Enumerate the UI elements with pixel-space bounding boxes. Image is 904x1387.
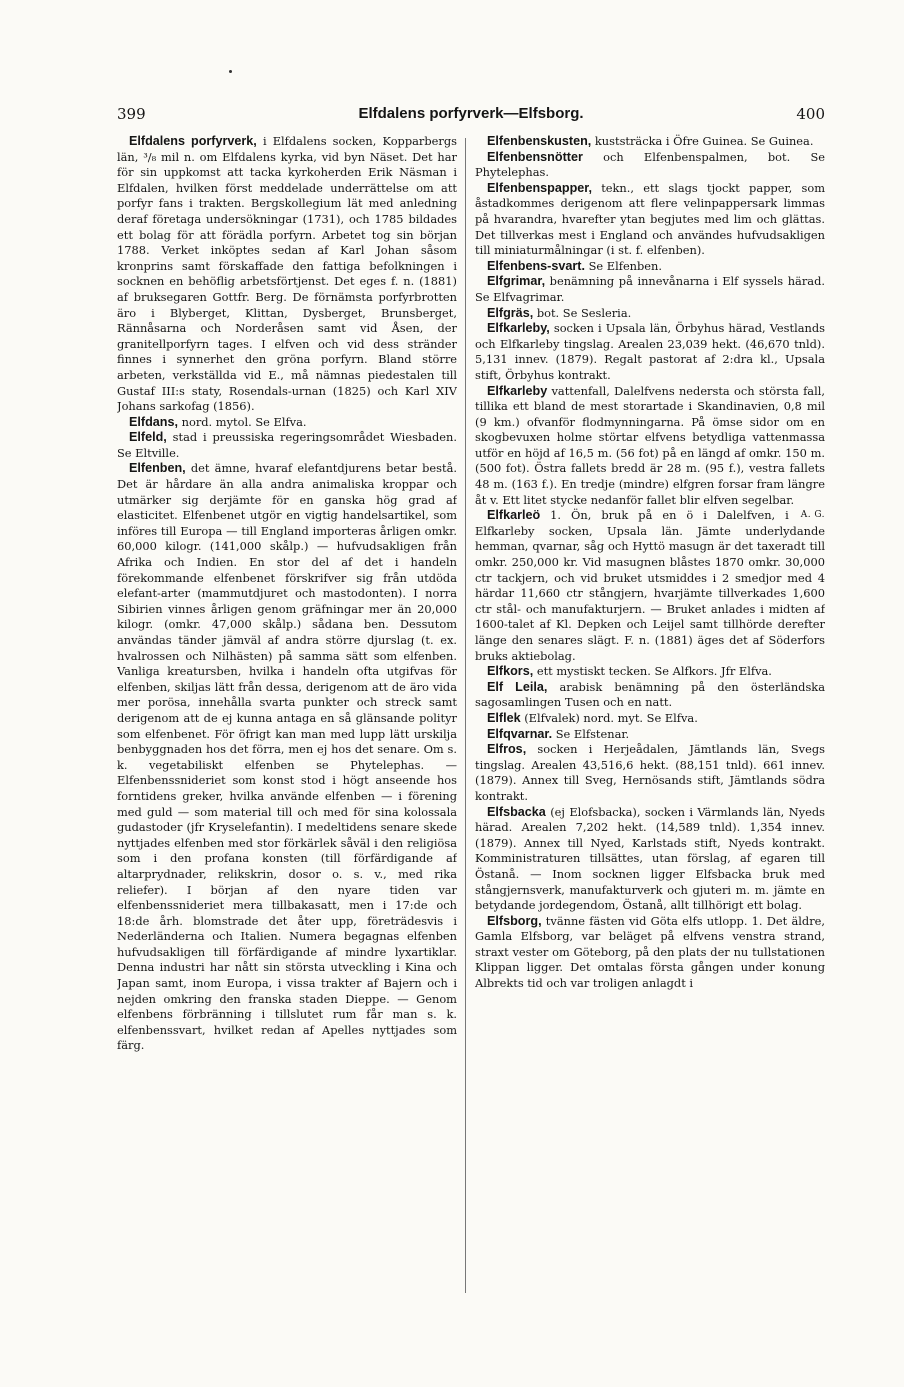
- entry-headword: Elfenbenspapper,: [487, 180, 592, 195]
- dictionary-entry: [117, 415, 457, 431]
- entry-body: kuststräcka i Öfre Guinea. Se Guinea.: [591, 134, 814, 148]
- entry-body: socken i Upsala län, Örbyhus härad, Vestlands och Elfkarleby tingslag. Arealen 23,039 hekt. (46,670 tnld). 5,131 innev. (1879). Regalt pastorat af 2:dra kl., Upsala stift, Örbyhus kontrakt.: [475, 321, 825, 382]
- entry-body: nord. mytol. Se Elfva.: [178, 414, 307, 429]
- entry-headword: Elf Leila,: [487, 679, 548, 694]
- column-divider: [465, 138, 466, 1293]
- dictionary-entry: [475, 805, 825, 914]
- entry-body: Se Elfstenar.: [552, 726, 630, 741]
- dictionary-entry: [475, 742, 825, 804]
- dictionary-entry: [475, 508, 825, 664]
- entry-headword: Elfdalens porfyrverk,: [129, 134, 257, 148]
- entry-headword: Elfeld,: [129, 430, 167, 445]
- entry-body: (ej Elofsbacka), socken i Värmlands län, Nyeds härad. Arealen 7,202 hekt. (14,589 tnld). 1,354 innev. (1879). Annex till Nyed, Karlstads stift, Nyeds kontrakt. Komministraturen tillsättes, utan förslag, af egaren till Östanå. — Inom socknen ligger Elfsbacka bruk med stångjernsverk, manufakturverk och gjuteri m. m. jämte en betydande jordegendom, Östanå, allt tillhörigt ett bolag.: [475, 804, 825, 913]
- left-column: [117, 134, 457, 1294]
- page-header: [117, 103, 825, 125]
- entry-headword: Elflek: [487, 710, 521, 725]
- dictionary-entry: [475, 150, 825, 181]
- dictionary-entry: [475, 181, 825, 259]
- entry-body: (Elfvalek) nord. myt. Se Elfva.: [520, 710, 698, 725]
- entry-body: ett mystiskt tecken. Se Alfkors. Jfr Elfva.: [533, 664, 772, 679]
- entry-headword: Elfkarleby,: [487, 321, 550, 336]
- dictionary-entry: [475, 321, 825, 383]
- entry-body: arabisk benämning på den österländska sagosamlingen Tusen och en natt.: [475, 679, 825, 710]
- running-title: Elfdalens porfyrverk—Elfsborg.: [358, 105, 584, 122]
- entry-headword: Elfgrimar,: [487, 274, 546, 289]
- dictionary-entry: [117, 134, 457, 415]
- entry-body: och Elfenbenspalmen, bot. Se Phytelephas.: [475, 149, 825, 180]
- entry-headword: Elfenbenskusten,: [487, 134, 592, 148]
- dictionary-entry: [475, 274, 825, 305]
- page-number-left: 399: [117, 105, 146, 123]
- author-signature: A. G.: [800, 510, 825, 521]
- entry-headword: Elfenbens-svart.: [487, 258, 585, 273]
- entry-headword: Elfsborg,: [487, 913, 542, 928]
- dictionary-entry: [475, 306, 825, 322]
- dictionary-entry: [475, 914, 825, 992]
- entry-body: det ämne, hvaraf elefantdjurens betar bestå. Det är hårdare än alla andra animaliska kroppar och utmärker sig derjämte för en ganska hög grad af elasticitet. Elfenbenet utgör en vigtig handelsartikel, som införes till Europa — till England importeras årligen omkr. 60,000 kilogr. (141,000 skålp.) — hufvudsakligen från Afrika och Indien. En stor del af det i handeln förekommande elfenbenet förskrifver sig från utdöda elefant-arter (mammutdjuret och mastodonten). I norra Sibirien vinnes årligen genom gräfningar mer än 20,000 kilogr. (omkr. 47,000 skålp.) sådana ben. Dessutom användas tänder jämväl af andra större djurslag (t. ex. hvalrossen och Nilhästen) på samma sätt som elfenben. Vanliga kreatursben, hvilka i handeln ofta utgifvas för elfenben, skiljas lätt från dessa, derigenom att de äro vida mer porösa, innehålla svarta punkter och streck samt derigenom att de ej kunna antaga en så glänsande polityr som elfenbenet. För öfrigt kan man med lupp lätt urskilja benbyggnaden hos det förra, men ej hos det senare. Om s. k. vegetabiliskt elfenben se Phytelephas. — Elfenbenssnideriet som konst stod i högt anseende hos forntidens greker, hvilka använde elfenben — i förening med guld — som material till och med för sina kolossala gudastoder (jfr Kryselefantin). I medeltidens senare skede nyttjades elfenben med stor förkärlek såväl i den religiösa som i den profana konsten (till förfärdigande af altarprydnader, relikskrin, dosor o. s. v., med rika reliefer). I början af den nyare tiden var elfenbenssnideriet mera tillbakasatt, men i 17:de och 18:de årh. blomstrade det åter upp, företrädesvis i Nederländerna och Italien. Numera begagnas elfenben hufvudsakligen till förfärdigande af mindre lyxartiklar. Denna industri har nått sin största utveckling i Kina och Japan samt, inom Europa, i vissa trakter af Bajern och i nejden omkring den franska staden Dieppe. — Genom elfenbens förbränning i tillslutet rum får man s. k. elfenbenssvart, hvilket redan af Apelles nyttjades som färg.: [117, 461, 457, 1053]
- entry-body: i Elfdalens socken, Kopparbergs län, ³/₈ mil n. om Elfdalens kyrka, vid byn Näset. Det har för sin uppkomst att tacka kyrkoherden Erik Näsman i Elfdalen, hvilken först meddelade underrättelse om att porfyr fans i trakten. Bergskollegium lät med anledning deraf företaga undersökningar (1731), och 1785 bildades ett bolag för att förädla porfyrn. Arbetet tog sin början 1788. Verket inköptes sedan af Karl Johan såsom kronprins samt förskaffade den fattiga befolkningen i socknen en behöflig arbetsförtjenst. Det eges f. n. (1881) af bruksegaren Gottfr. Berg. De förnämsta porfyrbrotten äro i Blyberget, Klittan, Dysberget, Brunsberget, Rännåsarna och Norderåsen samt vid Åsen, der granitellporfyrn tages. I elfven och vid dess stränder finnes i synnerhet den gröna porfyrn. Bland större arbeten, verkställda vid E., må nämnas piedestalen till Gustaf III:s staty, Rosendals-urnan (1825) och Karl XIV Johans sarkofag (1856).: [117, 134, 457, 414]
- entry-headword: Elfenbensnötter: [487, 149, 583, 164]
- right-column: [475, 134, 825, 1294]
- entry-body: bot. Se Sesleria.: [533, 305, 632, 320]
- entry-headword: Elfkarleby: [487, 383, 548, 398]
- dictionary-entry: [117, 461, 457, 1054]
- entry-body: tekn., ett slags tjockt papper, som åstadkommes derigenom att flere velinpappersark limmas på hvarandra, hvarefter ytan begjutes med lim och glättas. Det tillverkas mest i England och användes hufvudsakligen till miniaturmålningar (i st. f. elfenben).: [475, 180, 825, 258]
- entry-headword: Elfros,: [487, 742, 527, 757]
- dictionary-entry: [117, 430, 457, 461]
- entry-body: Se Elfenben.: [584, 258, 663, 273]
- dictionary-entry: [475, 134, 825, 150]
- entry-headword: Elfqvarnar.: [487, 726, 553, 741]
- dictionary-entry: [475, 680, 825, 711]
- entry-headword: Elfsbacka: [487, 804, 546, 819]
- entry-body: tvänne fästen vid Göta elfs utlopp. 1. Det äldre, Gamla Elfsborg, var beläget på elfvens venstra strand, straxt vester om Göteborg, på den plats der nu tullstationen Klippan ligger. Det omtalas första gången under konung Albrekts tid och var troligen anlagdt i: [475, 913, 825, 991]
- entry-body: socken i Herjeådalen, Jämtlands län, Svegs tingslag. Arealen 43,516,6 hekt. (88,151 tnld). 661 innev. (1879). Annex till Sveg, Hernösands stift, Jämtlands södra kontrakt.: [475, 742, 825, 803]
- entry-body: stad i preussiska regeringsområdet Wiesbaden. Se Eltville.: [117, 430, 457, 460]
- entry-body: benämning på innevånarna i Elf syssels härad. Se Elfvagrimar.: [475, 274, 825, 304]
- page-number-right: 400: [796, 105, 825, 123]
- entry-headword: Elfdans,: [129, 414, 178, 429]
- dictionary-entry: [475, 664, 825, 680]
- dictionary-entry: [475, 711, 825, 727]
- dictionary-entry: [475, 259, 825, 275]
- entry-headword: Elfkarleö: [487, 508, 541, 523]
- dictionary-entry: [475, 727, 825, 743]
- entry-headword: Elfkors,: [487, 664, 534, 679]
- entry-headword: Elfgräs,: [487, 305, 534, 320]
- entry-headword: Elfenben,: [129, 461, 186, 476]
- entry-body: vattenfall, Dalelfvens nedersta och största fall, tillika ett bland de mest storartade i Skandinavien, 0,8 mil (9 km.) ofvanför flodmynningarna. På ömse sidor om en skogbevuxen holme störtar elfvens betydliga vattenmassa utför en höjd af 16,5 m. (56 fot) på en längd af omkr. 150 m. (500 fot). Östra fallets bredd är 28 m. (95 f.), vestra fallets 48 m. (163 f.). En tredje (mindre) elfgren forsar fram längre åt v. Ett litet stycke nedanför fallet blir elfven segelbar.: [475, 383, 825, 507]
- entry-body: 1. Ön, bruk på en ö i Dalelfven, i Elfkarleby socken, Upsala län. Jämte underlydande hemman, qvarnar, såg och Hyttö masugn är det taxeradt till omkr. 250,000 kr. Vid masugnen blåstes 1870 omkr. 30,000 ctr tackjern, och vid bruket utsmiddes i 2 smedjor med 4 härdar 11,660 ctr stångjern, hvarjämte tillverkades 1,600 ctr stål- och manufakturjern. — Bruket anlades i midten af 1600-talet af Kl. Depken och Leijel samt tillhörde derefter länge den senares slägt. F. n. (1881) äges det af Söderfors bruks aktiebolag.: [475, 508, 825, 663]
- ink-speck: [229, 70, 232, 73]
